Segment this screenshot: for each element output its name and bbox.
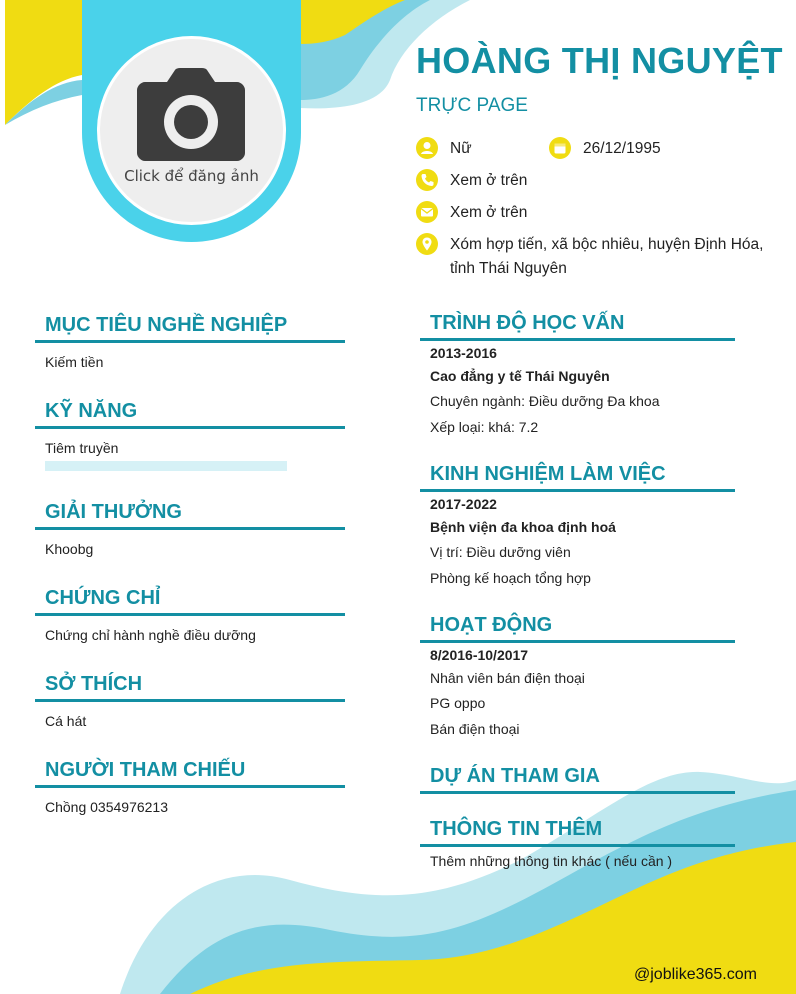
experience-title: KINH NGHIỆM LÀM VIỆC bbox=[430, 463, 666, 485]
gender-row bbox=[416, 137, 472, 161]
education-major: Chuyên ngành: Điều dưỡng Đa khoa bbox=[430, 393, 660, 409]
education-school: Cao đẳng y tế Thái Nguyên bbox=[430, 368, 610, 384]
activities-title: HOẠT ĐỘNG bbox=[430, 614, 553, 636]
experience-role: Vị trí: Điều dưỡng viên bbox=[430, 544, 571, 560]
objective-text: Kiếm tiền bbox=[45, 354, 104, 370]
certificates-title: CHỨNG CHỈ bbox=[45, 587, 161, 609]
skill-level-fill bbox=[45, 461, 287, 471]
envelope-icon bbox=[416, 201, 438, 223]
footer-watermark: @joblike365.com bbox=[634, 966, 757, 983]
email-text: Xem ở trên bbox=[450, 204, 528, 221]
experience-department: Phòng kế hoạch tổng hợp bbox=[430, 570, 591, 586]
education-divider bbox=[420, 338, 735, 341]
certificates-text: Chứng chỉ hành nghề điều dưỡng bbox=[45, 627, 256, 643]
projects-title: DỰ ÁN THAM GIA bbox=[430, 765, 600, 787]
awards-text: Khoobg bbox=[45, 541, 94, 557]
activities-divider bbox=[420, 640, 735, 643]
skill-level-bar bbox=[45, 461, 287, 471]
person-icon bbox=[416, 137, 438, 159]
experience-period: 2017-2022 bbox=[430, 496, 497, 512]
extra-info-text: Thêm những thông tin khác ( nếu cần ) bbox=[430, 853, 673, 869]
address-line-1: Xóm hợp tiến, xã bộc nhiêu, huyện Định Hóa, bbox=[450, 236, 764, 253]
experience-company: Bệnh viện đa khoa định hoá bbox=[430, 519, 616, 535]
phone-row bbox=[416, 169, 527, 193]
hobbies-title: SỞ THÍCH bbox=[45, 673, 143, 695]
objective-title: MỤC TIÊU NGHỀ NGHIỆP bbox=[45, 314, 288, 336]
birthday-text: 26/12/1995 bbox=[583, 140, 661, 157]
awards-title: GIẢI THƯỞNG bbox=[45, 501, 182, 523]
education-title: TRÌNH ĐỘ HỌC VẤN bbox=[430, 312, 625, 334]
calendar-icon bbox=[549, 137, 571, 159]
photo-caption[interactable]: Click để đăng ảnh bbox=[124, 167, 259, 185]
birthday-row bbox=[549, 137, 661, 161]
skills-divider bbox=[35, 426, 345, 429]
skill-name: Tiêm truyền bbox=[45, 440, 119, 456]
experience-divider bbox=[420, 489, 735, 492]
phone-icon bbox=[416, 169, 438, 191]
location-pin-icon bbox=[416, 233, 438, 255]
address-line-2: tỉnh Thái Nguyên bbox=[450, 260, 567, 277]
education-period: 2013-2016 bbox=[430, 345, 497, 361]
extra-info-divider bbox=[420, 844, 735, 847]
hobbies-text: Cá hát bbox=[45, 713, 87, 729]
activities-line-2: PG oppo bbox=[430, 695, 486, 711]
camera-icon[interactable] bbox=[137, 68, 245, 161]
projects-divider bbox=[420, 791, 735, 794]
extra-info-title: THÔNG TIN THÊM bbox=[430, 818, 603, 840]
email-row bbox=[416, 201, 527, 225]
references-text: Chồng 0354976213 bbox=[45, 799, 169, 815]
gender-text: Nữ bbox=[450, 140, 472, 157]
references-title: NGƯỜI THAM CHIẾU bbox=[45, 759, 246, 781]
full-name: HOÀNG THỊ NGUYỆT bbox=[416, 40, 783, 81]
skills-title: KỸ NĂNG bbox=[45, 400, 138, 422]
objective-divider bbox=[35, 340, 345, 343]
activities-period: 8/2016-10/2017 bbox=[430, 647, 529, 663]
certificates-divider bbox=[35, 613, 345, 616]
job-position: TRỰC PAGE bbox=[416, 95, 528, 116]
hobbies-divider bbox=[35, 699, 345, 702]
awards-divider bbox=[35, 527, 345, 530]
phone-text: Xem ở trên bbox=[450, 172, 528, 189]
activities-line-3: Bán điện thoại bbox=[430, 721, 520, 737]
activities-line-1: Nhân viên bán điện thoại bbox=[430, 670, 585, 686]
references-divider bbox=[35, 785, 345, 788]
education-grade: Xếp loại: khá: 7.2 bbox=[430, 419, 539, 435]
address-row bbox=[416, 233, 763, 281]
